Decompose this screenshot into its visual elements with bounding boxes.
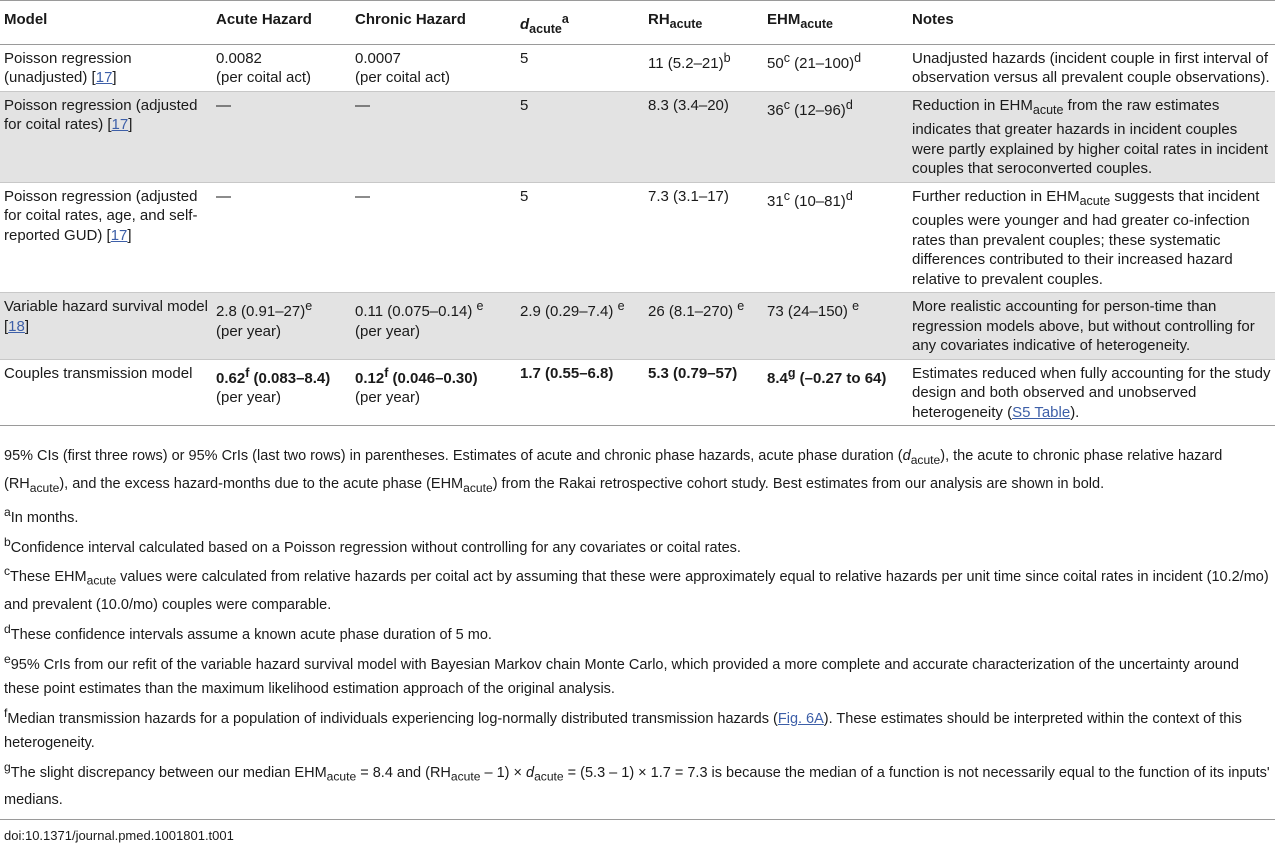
cell-acute-hazard: —: [212, 182, 351, 293]
ref-link[interactable]: 18: [8, 317, 25, 335]
cell-model: Poisson regression (adjusted for coital rates) [17]: [0, 91, 212, 182]
col-header-rh-acute: $RH_{acute}$: [644, 1, 763, 45]
cell-model: Poisson regression (unadjusted) [17]: [0, 44, 212, 91]
col-header-acute-hazard: Acute Hazard: [212, 1, 351, 45]
table-row: [0, 359, 1275, 426]
cell-ehm-acute: 50$^c$ $(21-100)^d$: [763, 44, 908, 91]
col-header-ehm-acute: $EHM_{acute}$: [763, 1, 908, 45]
ref-link[interactable]: 17: [95, 69, 113, 86]
cell-notes: Unadjusted hazards (incident couple in first interval of observation versus all prevalent couple observations).: [908, 44, 1275, 91]
cell-d-acute: 5: [516, 44, 644, 91]
doi-line: doi:10.1371/journal.pmed.1001801.t001: [0, 819, 1275, 843]
cell-ehm-acute: 73 (24–150) $^e$: [763, 293, 908, 360]
cell-model: Variable hazard survival model [18]: [0, 293, 212, 360]
cell-chronic-hazard: 0.0007 (per coital act): [351, 44, 516, 91]
table-footnotes: [0, 444, 1275, 812]
cell-ehm-acute: 31$^c$ $(10-81)^d$: [763, 182, 908, 293]
table-row: [0, 91, 1275, 182]
cell-notes: Further reduction in $EHM_{acute}$ suggests that incident couples were younger and had greater co-infection rates than prevalent couples; these systematic differences contributed to their increased hazard relative to prevalent couples.: [908, 182, 1275, 293]
col-header-notes: Notes: [908, 1, 1275, 45]
cell-d-acute: 1.7 (0.55–6.8): [516, 359, 644, 426]
footnote-g: $^g$The slight discrepancy between our median $EHM_{acute} = 8.4$ and $(RH_{acute} - 1) \times d_{acute} = (5.3 - 1) \times 1.7 = 7.3$ is because the median of a function is not necessarily equal to the function of its inputs' medians.: [4, 759, 1270, 809]
cell-d-acute: 2.9 (0.29–7.4) $^e$: [516, 293, 644, 360]
footnote-d: $^d$These confidence intervals assume a known acute phase duration of 5 mo.: [4, 622, 492, 643]
cell-ehm-acute: 36$^c$ $(12-96)^d$: [763, 91, 908, 182]
cell-acute-hazard: 0.0082 (per coital act): [212, 44, 351, 91]
cell-chronic-hazard: 0.11 (0.075–0.14) $^e$ (per year): [351, 293, 516, 360]
cell-d-acute: 5: [516, 91, 644, 182]
footnote-a: $^a$In months.: [4, 504, 79, 526]
fig-6a-link[interactable]: Fig. 6A: [777, 710, 824, 727]
cell-chronic-hazard: —: [351, 182, 516, 293]
table-header-row: [0, 1, 1275, 45]
ref-link[interactable]: 17: [110, 226, 128, 244]
cell-notes: More realistic accounting for person-time than regression models above, but without controlling for any covariates indicative of heterogeneity.: [908, 293, 1275, 360]
cell-acute-hazard: —: [212, 91, 351, 182]
cell-notes: Reduction in $EHM_{acute}$ from the raw estimates indicates that greater hazards in incident couples were partly explained by higher coital rates in incident couples that seroconverted couples.: [908, 91, 1275, 182]
table-row: [0, 44, 1275, 91]
footnote-f: $^f$Median transmission hazards for a population of individuals experiencing log-normally distributed transmission hazards (Fig. 6A). These estimates should be interpreted within the context of this heterogeneity.: [4, 705, 1242, 751]
cell-rh-acute: 8.3 (3.4–20): [644, 91, 763, 182]
table-row: [0, 293, 1275, 360]
cell-ehm-acute: 8.4$^g$ (–0.27 to 64): [763, 359, 908, 426]
cell-rh-acute: 5.3 (0.79–57): [644, 359, 763, 426]
cell-d-acute: 5: [516, 182, 644, 293]
cell-chronic-hazard: —: [351, 91, 516, 182]
col-header-d-acute: $d_{acute}^a$: [516, 1, 644, 45]
col-header-model: Model: [0, 1, 212, 45]
footnote-e: $^e$95% CrIs from our refit of the variable hazard survival model with Bayesian Markov chain Monte Carlo, which provided a more complete and accurate characterization of the uncertainty around these point estimates than the maximum likelihood estimation approach of the original analysis.: [4, 651, 1239, 697]
cell-notes: Estimates reduced when fully accounting for the study design and both observed and unobserved heterogeneity (S5 Table).: [908, 359, 1275, 426]
table-row: [0, 182, 1275, 293]
footnote-main: 95% CIs (first three rows) or 95% CrIs (last two rows) in parentheses. Estimates of acute and chronic phase hazards, acute phase duration $(d_{acute})$, the acute to chronic phase relative hazard $(RH_{acute})$, and the excess hazard-months due to the acute phase $(EHM_{acute})$ from the Rakai retrospective cohort study. Best estimates from our analysis are shown in bold.: [4, 448, 1223, 495]
footnote-c: $^c$These $EHM_{acute}$ values were calculated from relative hazards per coital act by assuming that these were approximately equal to relative hazards per unit time since coital rates in incident (10.2/mo) and prevalent (10.0/mo) couples were comparable.: [4, 564, 1269, 614]
cell-acute-hazard: 0.62$^f$ (0.083–8.4) (per year): [212, 359, 351, 426]
col-header-chronic-hazard: Chronic Hazard: [351, 1, 516, 45]
cell-model: Poisson regression (adjusted for coital rates, age, and self-reported GUD) [17]: [0, 182, 212, 293]
footnote-b: $^b$Confidence interval calculated based on a Poisson regression without controlling for any covariates or coital rates.: [4, 534, 741, 556]
cell-acute-hazard: 2.8 $(0.91-27)^e$ (per year): [212, 293, 351, 360]
cell-model: Couples transmission model: [0, 359, 212, 426]
s5-table-link[interactable]: S5 Table: [1012, 403, 1071, 421]
cell-rh-acute: 26 (8.1–270) $^e$: [644, 293, 763, 360]
cell-rh-acute: 11 $(5.2-21)^b$: [644, 44, 763, 91]
cell-chronic-hazard: 0.12$^f$ (0.046–0.30) (per year): [351, 359, 516, 426]
ref-link[interactable]: 17: [111, 116, 129, 133]
cell-rh-acute: 7.3 (3.1–17): [644, 182, 763, 293]
